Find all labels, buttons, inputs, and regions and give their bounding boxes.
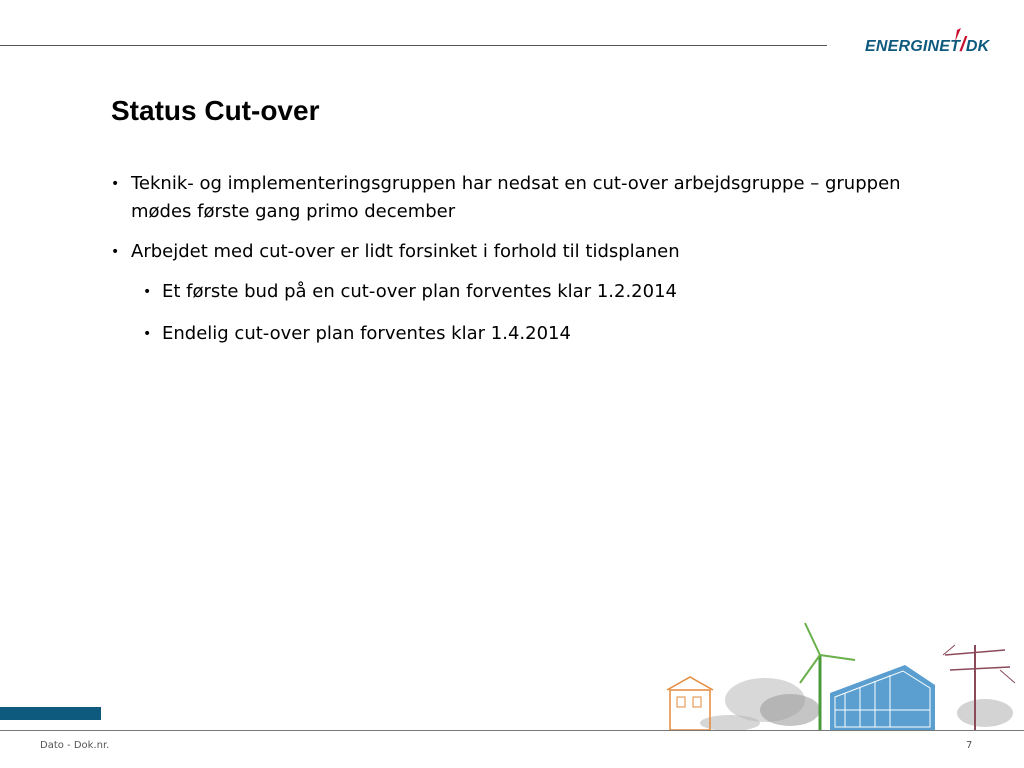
subbullet-glyph: • — [143, 284, 152, 300]
bullet-list — [111, 170, 931, 362]
subbullet-text: Et første bud på en cut-over plan forventes klar 1.2.2014 — [162, 281, 677, 302]
subbullet-glyph: • — [143, 326, 152, 342]
logo-slash: / — [960, 34, 966, 56]
subbullet-item — [111, 278, 931, 306]
footer-accent-bar — [0, 707, 101, 720]
slide-title: Status Cut-over — [111, 95, 320, 126]
bullet-glyph: • — [111, 176, 120, 192]
bullet-text: Arbejdet med cut-over er lidt forsinket i forhold til tidsplanen — [131, 241, 680, 262]
bullet-glyph: • — [111, 244, 120, 260]
subbullet-text: Endelig cut-over plan forventes klar 1.4.2014 — [162, 323, 571, 344]
header-rule — [0, 45, 827, 46]
energy-illustration — [655, 615, 1024, 730]
logo-text-left: ENERGINET — [865, 38, 961, 55]
footer-date-docnr: Dato - Dok.nr. — [40, 740, 110, 751]
page-number: 7 — [966, 740, 973, 751]
footer-rule — [0, 730, 1024, 731]
logo-swoosh-icon — [865, 28, 990, 56]
subbullet-item — [111, 320, 931, 348]
energinet-logo — [865, 28, 990, 56]
bullet-item — [111, 238, 931, 266]
bullet-item — [111, 170, 931, 226]
bullet-text: Teknik- og implementeringsgruppen har nedsat en cut-over arbejdsgruppe – gruppen mødes første gang primo december — [131, 173, 901, 222]
logo-text-right: DK — [965, 38, 990, 55]
